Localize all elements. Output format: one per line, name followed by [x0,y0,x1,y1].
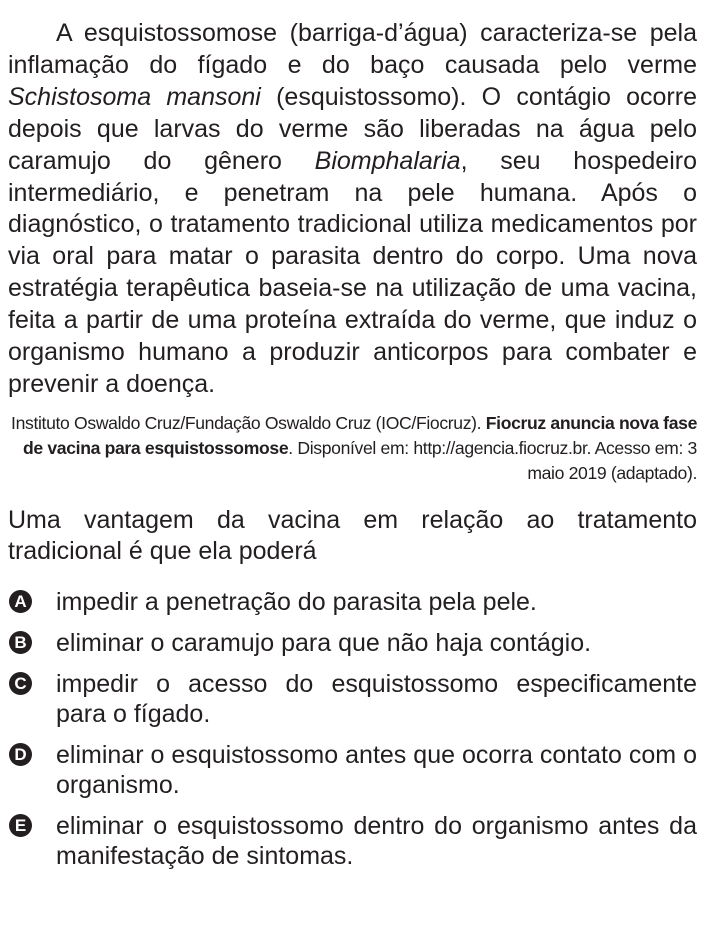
source-citation [8,411,697,486]
question-stem: Uma vantagem da vacina em relação ao tratamento tradicional é que ela poderá [8,505,697,565]
source-prefix: Instituto Oswaldo Cruz/Fundação Oswaldo Cruz (IOC/Fiocruz). [11,412,486,433]
question-page [8,18,697,882]
option-e-badge: E [9,814,32,837]
answer-options [8,587,697,871]
option-d-text: eliminar o esquistossomo antes que ocorra contato com o organismo. [56,740,697,799]
passage-text [8,18,697,401]
option-d[interactable] [8,740,697,800]
source-suffix: . Disponível em: http://agencia.fiocruz.br. Acesso em: 3 maio 2019 (adaptado). [288,437,697,483]
genus-name: Biomphalaria [314,146,461,175]
option-a-text: impedir a penetração do parasita pela pele. [56,587,537,616]
passage-part-3: , seu hospedeiro intermediário, e penetram na pele humana. Após o diagnóstico, o tratamento tradicional utiliza medicamentos por via oral para matar o parasita dentro do corpo. Uma nova estratégia terapêutica baseia-se na utilização de uma vacina, feita a partir de uma proteína extraída do verme, que induz o organismo humano a produzir anticorpos para combater e prevenir a doença. [8,146,697,398]
option-c-badge: C [9,672,32,695]
species-name: Schistosoma mansoni [8,82,261,111]
option-c[interactable] [8,669,697,729]
option-b[interactable] [8,628,697,658]
option-b-badge: B [9,631,32,654]
option-a[interactable] [8,587,697,617]
option-c-text: impedir o acesso do esquistossomo especificamente para o fígado. [56,669,697,728]
option-d-badge: D [9,743,32,766]
source-title: Fiocruz anuncia nova fase de vacina para esquistossomose [23,412,697,458]
passage-part-2: (esquistossomo). O contágio ocorre depois que larvas do verme são liberadas na água pelo caramujo do gênero [8,82,697,175]
option-e-text: eliminar o esquistossomo dentro do organismo antes da manifestação de sintomas. [56,811,697,870]
option-b-text: eliminar o caramujo para que não haja contágio. [56,628,592,657]
option-e[interactable] [8,811,697,871]
option-a-badge: A [9,590,32,613]
passage-part-1: A esquistossomose (barriga-d’água) caracteriza-se pela inflamação do fígado e do baço causada pelo verme [8,19,697,79]
